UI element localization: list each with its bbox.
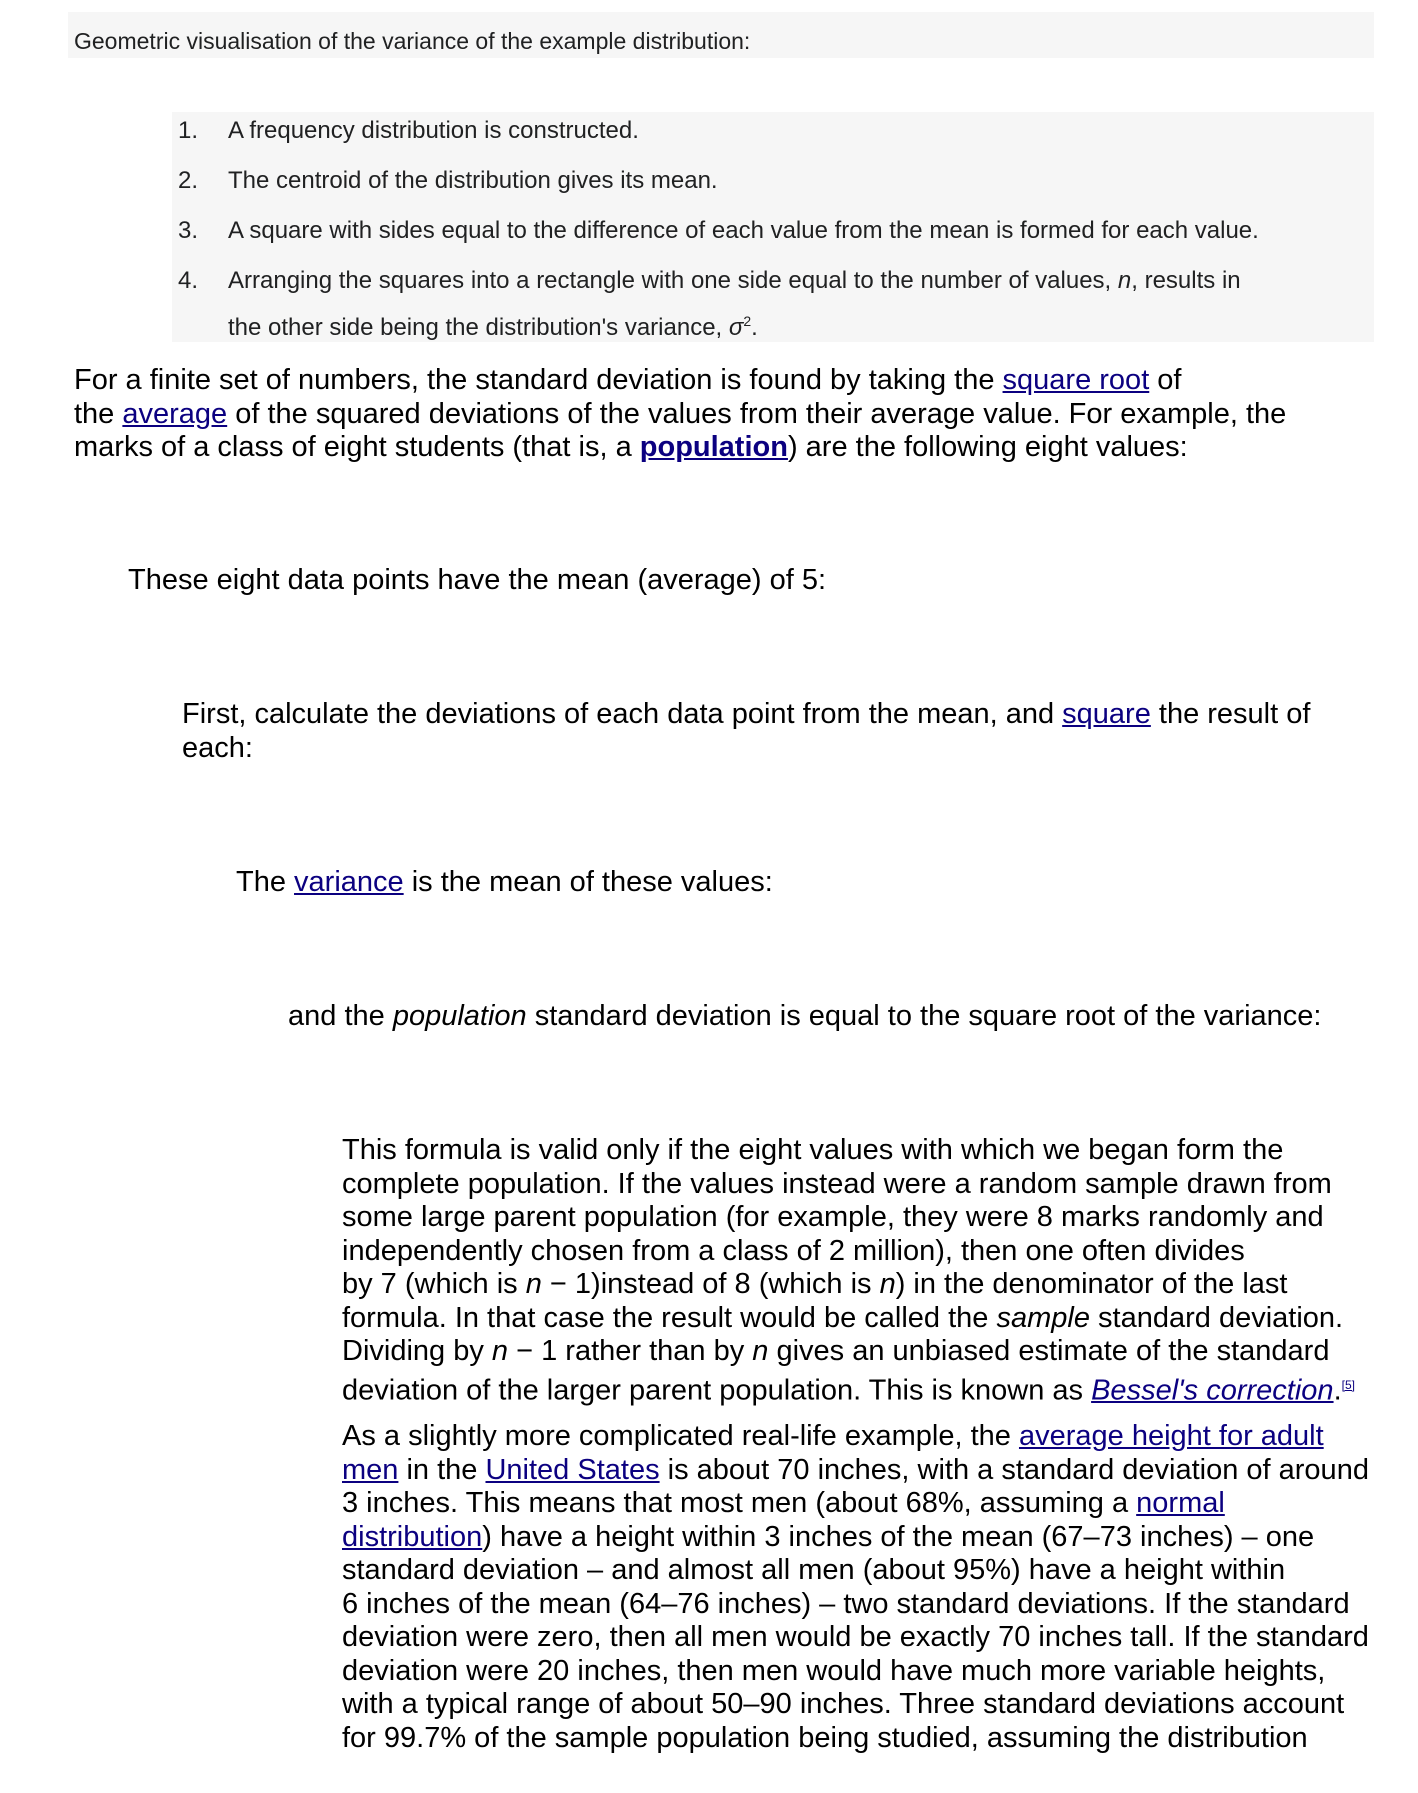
normal-distribution-link-cont[interactable]: distribution [342, 1520, 483, 1553]
population-link[interactable]: population [639, 431, 788, 463]
intro-paragraph: For a finite set of numbers, the standard deviation is found by taking the square root of the average of the squared deviations of the values from their average value. For example, the marks of a class of eight students (that is, a population) are the following eight values: [74, 364, 1287, 463]
figure-caption: Geometric visualisation of the variance of the example distribution: [74, 28, 751, 54]
normal-distribution-link[interactable]: normal [1136, 1487, 1225, 1519]
formula-note-paragraph: This formula is valid only if the eight values with which we began form the complete population. If the values instead were a random sample drawn from some large parent population (for example, they were 8 marks randomly and independently chosen from a class of 2 million), then one often divides by 7 (which is n − 1)instead of 8 (which is n) in the denominator of the last formula. In that case the result would be called the sample standard deviation. Dividing by n − 1 rather than by n gives an unbiased estimate of the standard deviation of the larger parent population. This is known as Bessel's correction.[5] [342, 1134, 1355, 1407]
square-link[interactable]: square [1062, 698, 1151, 730]
bessels-correction-link[interactable]: Bessel's correction [1091, 1374, 1334, 1407]
height-example-paragraph: As a slightly more complicated real-life example, the average height for adult men in the United States is about 70 inches, with a standard deviation of around 3 inches. This means that most men (about 68%, assuming a normal distribution) have a height within 3 inches of the mean (67–73 inches) – one standard deviation – and almost all men (about 95%) have a height within 6 inches of the mean (64–76 inches) – two standard deviations. If the standard deviation were zero, then all men would be exactly 70 inches tall. If the standard deviation were 20 inches, then men would have much more variable heights, with a typical range of about 50–90 inches. Three standard deviations account for 99.7% of the sample population being studied, assuming the distribution [342, 1420, 1369, 1754]
sd-paragraph: and the population standard deviation is equal to the square root of the variance: [288, 1000, 1322, 1032]
average-height-link[interactable]: average height for adult [1018, 1420, 1324, 1452]
mean-paragraph: These eight data points have the mean (average) of 5: [128, 564, 827, 596]
variance-link[interactable]: variance [294, 866, 404, 898]
reference-5-link[interactable]: [5] [1341, 1377, 1355, 1392]
deviations-paragraph: First, calculate the deviations of each data point from the mean, and square the result of each: [182, 698, 1311, 764]
square-root-link[interactable]: square root [1002, 364, 1150, 396]
average-link[interactable]: average [122, 397, 228, 430]
variance-paragraph: The variance is the mean of these values: [236, 866, 773, 898]
average-height-link-cont[interactable]: men [342, 1453, 399, 1486]
united-states-link[interactable]: United States [485, 1453, 660, 1486]
